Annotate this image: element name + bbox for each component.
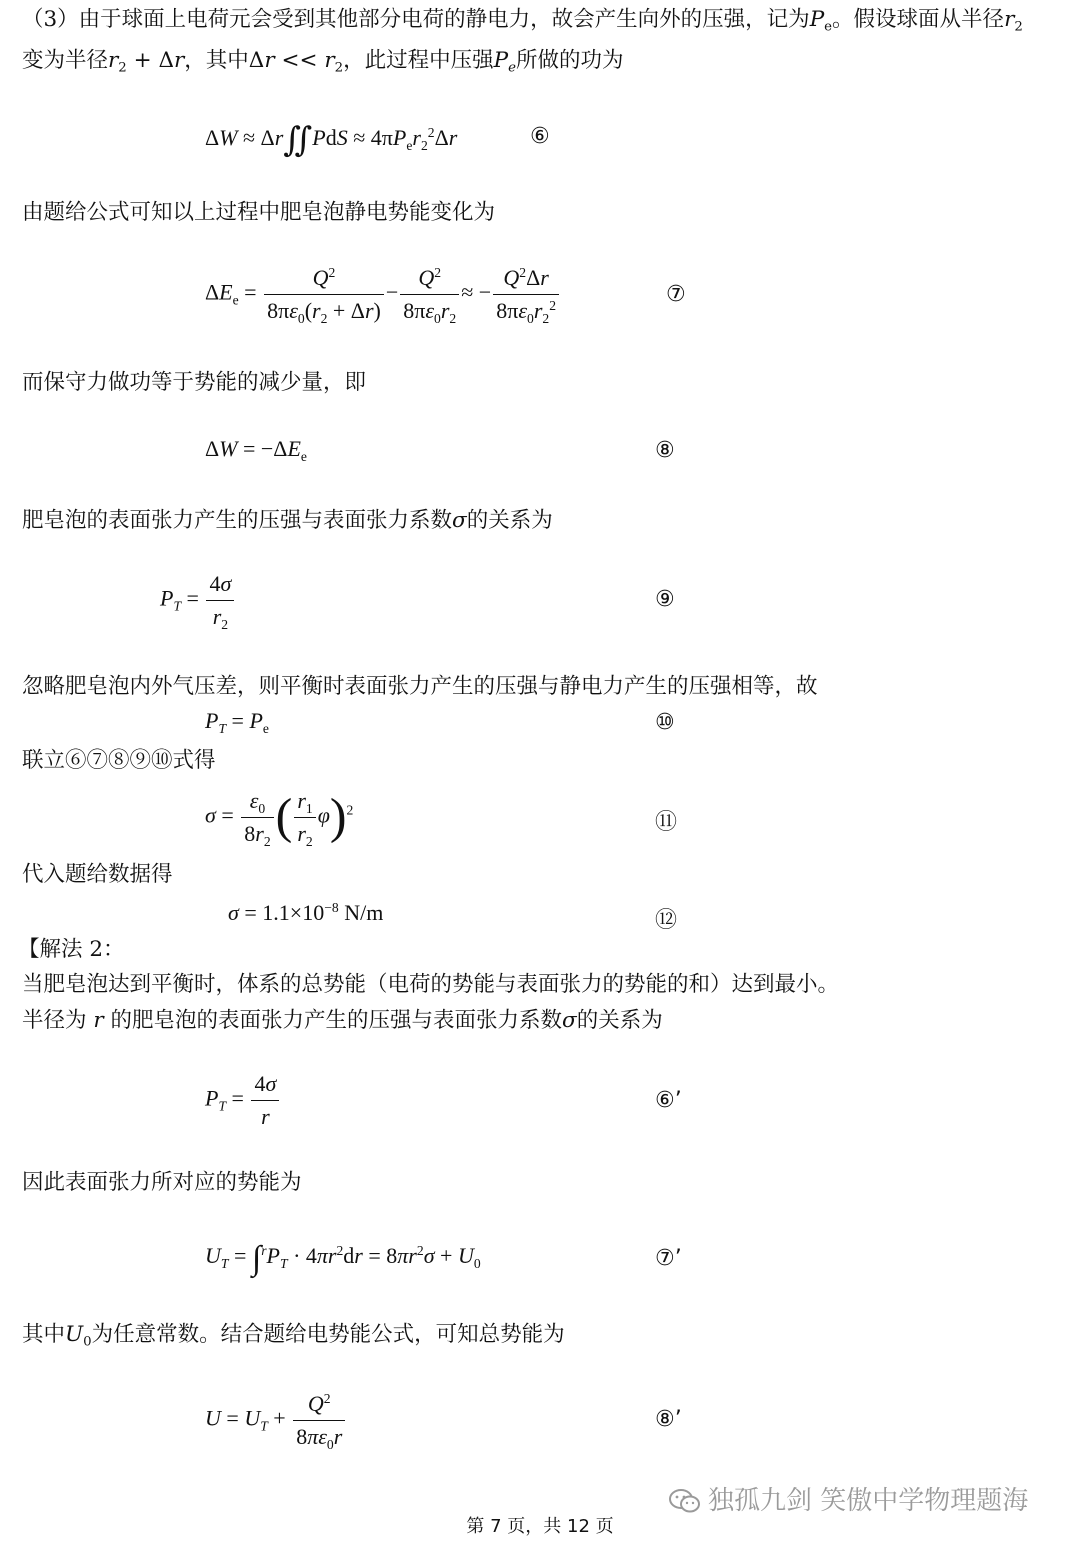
para-5a: 肥皂泡的表面张力产生的压强与表面张力系数 bbox=[22, 508, 453, 533]
eq-number-10: ⑩ bbox=[655, 710, 675, 735]
equation-10: $P_T = P_e$ bbox=[205, 708, 269, 736]
equation-6-prime: $P_T$ = $\frac{4\sigma}{r}$ bbox=[205, 1068, 281, 1133]
para-6: 忽略肥皂泡内外气压差，则平衡时表面张力产生的压强与静电力产生的压强相等，故 bbox=[22, 674, 818, 699]
equation-7-prime: $U_T = \int^rP_T \cdot 4\pi r^2dr = 8\pi r^2\sigma + U_0$ bbox=[205, 1240, 481, 1277]
para-9: 【解法 2： bbox=[18, 937, 125, 962]
para-12: 因此表面张力所对应的势能为 bbox=[22, 1170, 302, 1195]
para-11b: 的肥皂泡的表面张力产生的压强与表面张力系数 bbox=[110, 1008, 562, 1033]
para-7: 联立⑥⑦⑧⑨⑩式得 bbox=[22, 748, 216, 773]
para-3: 由题给公式可知以上过程中肥皂泡静电势能变化为 bbox=[22, 200, 496, 225]
watermark-text: 独孤九剑 笑傲中学物理题海 bbox=[708, 1486, 1029, 1516]
result-value: 1.1×10 bbox=[262, 900, 325, 925]
para-11a: 半径为 bbox=[22, 1008, 87, 1033]
para-4: 而保守力做功等于势能的减少量，即 bbox=[22, 370, 367, 395]
para-11c: 的关系为 bbox=[576, 1008, 663, 1033]
result-unit: N/m bbox=[344, 900, 384, 925]
text-line-2: 变为半径$r_2 + \Delta r$，其中$\Delta r << r_2$，此过程中压强$P_e$所做的功为 bbox=[22, 48, 624, 76]
para-5b: 的关系为 bbox=[466, 508, 553, 533]
text-line-5: 肥皂泡的表面张力产生的压强与表面张力系数σ的关系为 bbox=[22, 508, 553, 533]
eq-number-6-prime: ⑥’ bbox=[655, 1088, 682, 1113]
text-line-1: （3）由于球面上电荷元会受到其他部分电荷的静电力，故会产生向外的压强，记为$P_e$。假设球面从半径$r_2$ bbox=[22, 7, 1023, 35]
equation-6: ΔW ≈ Δr∬PdS ≈ $4\pi P_er_2^2\Delta r$ bbox=[205, 122, 458, 159]
equation-12: $\sigma = 1.1\times 10^{-8}$ N/m bbox=[228, 899, 384, 925]
eq-number-8: ⑧ bbox=[655, 438, 675, 463]
para-8: 代入题给数据得 bbox=[22, 862, 173, 887]
eq-number-7-prime: ⑦’ bbox=[655, 1246, 682, 1271]
para-2d: 所做的功为 bbox=[515, 48, 624, 73]
text-line-13: 其中$U_0$为任意常数。结合题给电势能公式，可知总势能为 bbox=[22, 1322, 565, 1350]
text-line-11: 半径为 r 的肥皂泡的表面张力产生的压强与表面张力系数σ的关系为 bbox=[22, 1008, 663, 1033]
equation-9: $P_T$ = $\frac{4\sigma}{r_2}$ bbox=[160, 568, 236, 633]
para-13b: 为任意常数。结合题给电势能公式，可知总势能为 bbox=[91, 1322, 565, 1347]
eq-number-9: ⑨ bbox=[655, 587, 675, 612]
wechat-icon bbox=[668, 1487, 702, 1515]
eq-number-11: ⑪ bbox=[655, 810, 678, 835]
para-2a: 变为半径 bbox=[22, 48, 109, 73]
para-13a: 其中 bbox=[22, 1322, 66, 1347]
equation-11: σ = $\frac{\varepsilon_0}{8r_2}$ ( $\frac{r_1}{r_2}$ φ)$^2$ bbox=[205, 787, 354, 849]
eq-number-6: ⑥ bbox=[530, 124, 550, 149]
equation-8-prime: $U = U_T$ + $\frac{Q^2}{8\pi\varepsilon_0r}$ bbox=[205, 1388, 347, 1453]
para-2c: ，此过程中压强 bbox=[343, 48, 494, 73]
eq-number-7: ⑦ bbox=[666, 282, 686, 307]
para-10: 当肥皂泡达到平衡时，体系的总势能（电荷的势能与表面张力的势能的和）达到最小。 bbox=[22, 972, 840, 997]
para-1b: 。假设球面从半径 bbox=[832, 7, 1005, 32]
page-footer: 第 7 页，共 12 页 bbox=[466, 1516, 614, 1537]
para-2b: ，其中 bbox=[184, 48, 249, 73]
para-1a: （3）由于球面上电荷元会受到其他部分电荷的静电力，故会产生向外的压强，记为 bbox=[22, 7, 810, 32]
result-exponent: −8 bbox=[324, 899, 339, 915]
eq-number-8-prime: ⑧’ bbox=[655, 1407, 682, 1432]
equation-7: $\Delta E_e$ = $\frac{Q^2}{8\pi\varepsilon_0(r_2 + \Delta r)}$ − $\frac{Q^2}{8\pi\varepsilon_0r_2}$ ≈ − $\frac{Q^2\Delta r}{8\pi\varepsilon_0r_2^2}$ bbox=[205, 262, 561, 327]
eq-number-12: ⑫ bbox=[655, 908, 678, 933]
equation-8: $\Delta W = -\Delta E_e$ bbox=[205, 436, 307, 464]
